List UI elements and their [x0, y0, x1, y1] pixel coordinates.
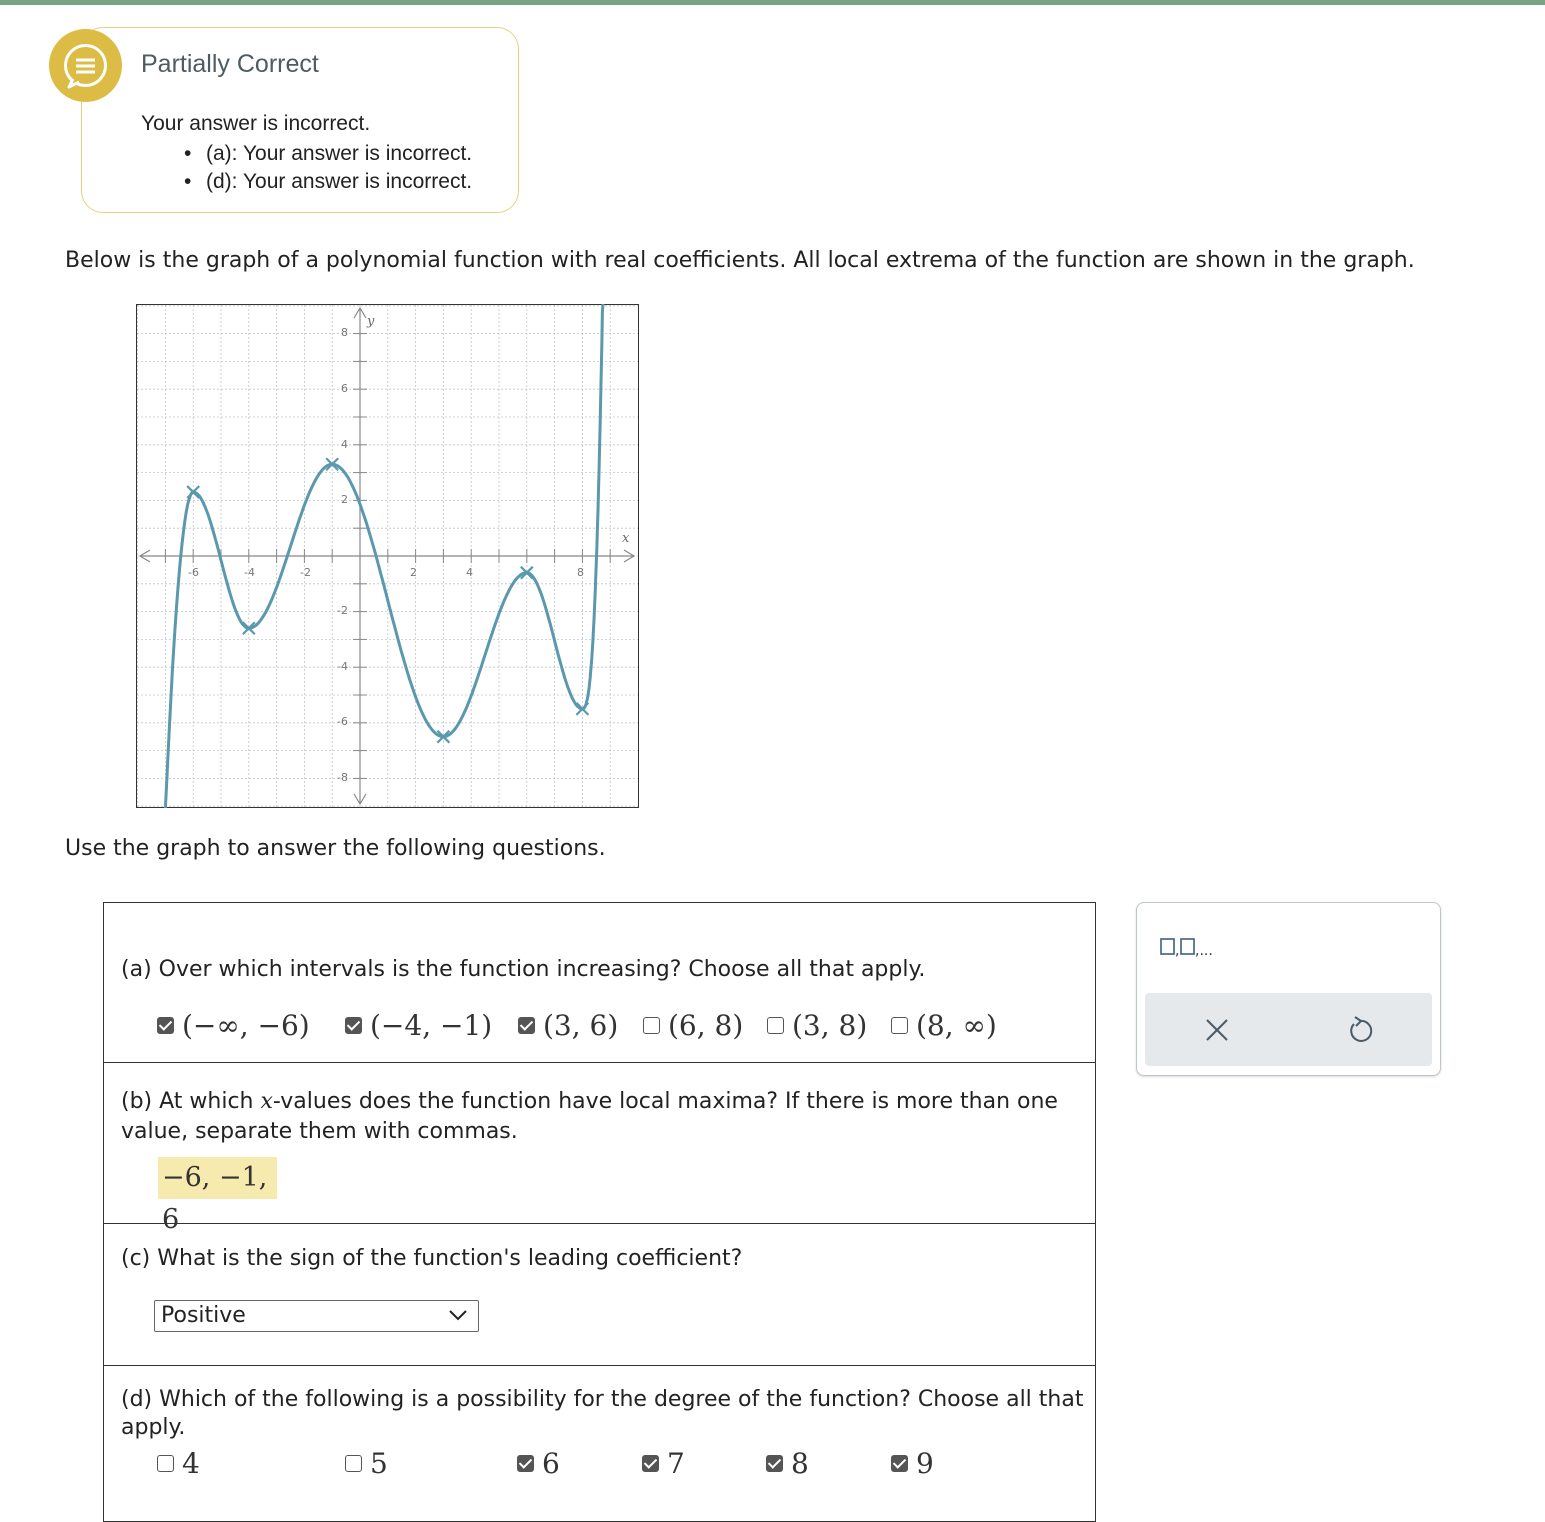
option-d-6[interactable]: 9 [891, 1447, 934, 1480]
close-icon [1204, 1017, 1230, 1043]
svg-text:,...: ,... [1195, 943, 1213, 958]
option-d-5[interactable]: 8 [766, 1447, 809, 1480]
y-tick-label: 8 [341, 326, 348, 339]
option-d-3[interactable]: 6 [517, 1447, 560, 1480]
checkbox[interactable] [517, 1455, 534, 1472]
sign-select[interactable] [154, 1300, 479, 1332]
y-tick-label: 4 [341, 438, 348, 451]
checkbox[interactable] [767, 1017, 784, 1034]
polynomial-graph [136, 304, 639, 808]
feedback-item: • (d): Your answer is incorrect. [184, 168, 472, 196]
question-c-text: (c) What is the sign of the function's leading coefficient? [121, 1246, 743, 1271]
question-d-text: (d) Which of the following is a possibility for the degree of the function? Choose all that apply. [121, 1387, 1084, 1440]
clear-button[interactable] [1204, 1017, 1230, 1047]
checkbox[interactable] [642, 1455, 659, 1472]
checkbox[interactable] [766, 1455, 783, 1472]
y-tick-label: -8 [337, 771, 348, 784]
question-b-text: (b) At which x-values does the function have local maxima? If there is more than one value, separate them with commas. [121, 1089, 1058, 1144]
checkbox[interactable] [157, 1455, 174, 1472]
checkbox[interactable] [891, 1017, 908, 1034]
list-template-button[interactable] [1160, 936, 1220, 962]
chevron-down-icon [448, 1307, 468, 1323]
option-a-2[interactable]: (−4, −1) [345, 1009, 492, 1042]
question-intro: Below is the graph of a polynomial function with real coefficients. All local extrema of the function are shown in the graph. [65, 248, 1415, 273]
tool-action-bar [1145, 993, 1432, 1066]
option-a-1[interactable]: (−∞, −6) [157, 1009, 310, 1042]
checkbox[interactable] [891, 1455, 908, 1472]
option-d-1[interactable]: 4 [157, 1447, 200, 1480]
top-accent-bar [0, 0, 1545, 5]
y-tick-label: -2 [337, 604, 348, 617]
checkbox[interactable] [643, 1017, 660, 1034]
list-template-icon [1160, 936, 1220, 958]
svg-text:,: , [1175, 943, 1180, 958]
x-tick-label: 2 [410, 566, 417, 579]
divider [103, 1365, 1096, 1366]
divider [103, 1062, 1096, 1063]
y-tick-label: -4 [337, 660, 348, 673]
option-a-5[interactable]: (3, 8) [767, 1009, 867, 1042]
select-value: Positive [161, 1303, 246, 1328]
option-d-4[interactable]: 7 [642, 1447, 685, 1480]
checkbox[interactable] [518, 1017, 535, 1034]
x-tick-label: 4 [466, 566, 473, 579]
option-a-6[interactable]: (8, ∞) [891, 1009, 997, 1042]
x-tick-label: -4 [244, 566, 255, 579]
question-a-text: (a) Over which intervals is the function increasing? Choose all that apply. [121, 957, 926, 982]
feedback-chat-icon [49, 29, 122, 102]
option-a-3[interactable]: (3, 6) [518, 1009, 618, 1042]
checkbox[interactable] [345, 1455, 362, 1472]
y-tick-label: 6 [341, 382, 348, 395]
feedback-item: • (a): Your answer is incorrect. [184, 140, 472, 168]
option-a-4[interactable]: (6, 8) [643, 1009, 743, 1042]
x-tick-label: -6 [188, 566, 199, 579]
x-axis-label: x [622, 531, 630, 546]
y-axis-label: y [367, 314, 375, 329]
checkbox[interactable] [345, 1017, 362, 1034]
x-tick-label: -2 [300, 566, 311, 579]
x-tick-label: 8 [577, 566, 584, 579]
question-instruction: Use the graph to answer the following questions. [65, 836, 606, 861]
feedback-message: Your answer is incorrect. [141, 112, 371, 135]
feedback-list [184, 140, 472, 196]
option-d-2[interactable]: 5 [345, 1447, 388, 1480]
feedback-title: Partially Correct [141, 50, 319, 78]
answer-b-input[interactable]: −6, −1, 6 [158, 1157, 277, 1199]
y-tick-label: 2 [341, 493, 348, 506]
checkbox[interactable] [157, 1017, 174, 1034]
undo-icon [1346, 1015, 1374, 1045]
undo-button[interactable] [1346, 1015, 1374, 1049]
y-tick-label: -6 [337, 715, 348, 728]
divider [103, 1223, 1096, 1224]
